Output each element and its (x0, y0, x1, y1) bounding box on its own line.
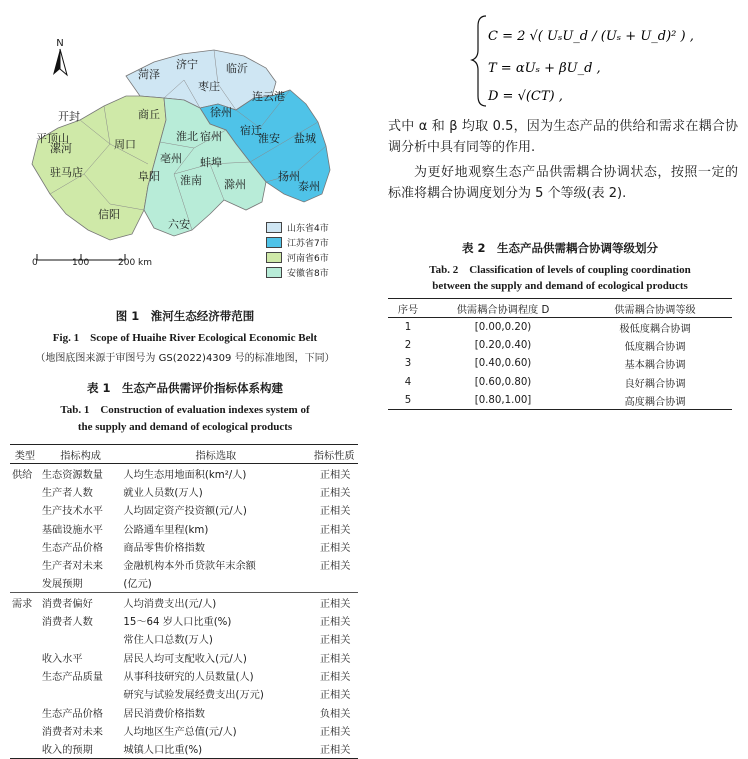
city-label: 盐城 (294, 132, 316, 145)
table-cell: 收入的预期 (40, 739, 122, 758)
table-cell: 商品零售价格指数 (123, 542, 205, 554)
table-cell: 居民消费价格指数 (123, 708, 205, 720)
table-cell (10, 519, 40, 537)
table-cell: [0.60,0.80) (474, 376, 532, 388)
huaihe-map (14, 24, 370, 286)
city-label: 临沂 (226, 62, 248, 75)
table1-body (10, 464, 358, 759)
table2-title-en-1: Tab. 2 Classification of levels of coupling coordination (429, 264, 691, 276)
table-cell: 高度耦合协调 (578, 391, 732, 410)
table-row (10, 464, 358, 483)
table-cell: 生态产品价格 (41, 542, 103, 554)
table-cell: 1 (404, 321, 412, 333)
table-row (388, 391, 732, 410)
table2-title-en-2: between the supply and demand of ecological products (432, 280, 688, 292)
table-row (10, 703, 358, 721)
fig1-note: （地图底图来源于审图号为 GS(2022)4309 号的标准地图，下同） (35, 353, 335, 364)
table-row (10, 685, 358, 703)
city-label: 滁州 (224, 178, 246, 191)
legend-label: 河南省6市 (287, 254, 329, 264)
table-cell: 人均地区生产总值(元/人) (123, 726, 237, 738)
formula-line-1: C = 2 √( UₛU_d / (Uₛ + U_d)² ) , (488, 29, 694, 44)
paragraph-2: 为更好地观察生态产品供需耦合协调状态，按照一定的标准将耦合协调度划分为 5 个等级(表 2). (388, 165, 738, 201)
table-cell: 15～64 岁人口比重(%) (123, 617, 232, 629)
formula-block (470, 10, 694, 110)
table-row (10, 482, 358, 500)
table-row (10, 721, 358, 739)
table-cell (10, 666, 40, 684)
table-cell: 正相关 (319, 524, 351, 536)
table1-header-row (10, 445, 358, 464)
table-row (388, 336, 732, 354)
table-cell: 公路通车里程(km) (123, 524, 209, 536)
table-row (388, 318, 732, 337)
city-label: 连云港 (252, 90, 285, 103)
table-cell (10, 537, 40, 555)
table1-header: 指标构成 (40, 445, 122, 464)
scale-tick: 100 (72, 258, 90, 268)
table-cell: 3 (404, 358, 412, 370)
table-row (388, 373, 732, 391)
formula-line-2: T = αUₛ + βU_d , (488, 61, 601, 76)
table-cell: 正相关 (319, 487, 351, 499)
legend-label: 江苏省7市 (287, 239, 329, 249)
table-cell: 正相关 (310, 739, 358, 758)
table-cell: 生态产品质量 (41, 671, 103, 683)
table-cell: 收入水平 (41, 653, 83, 665)
table-cell: 人均生态用地面积(km²/人) (123, 469, 247, 481)
city-label: 扬州 (278, 170, 300, 183)
city-label: 商丘 (138, 108, 160, 121)
table-cell: 常住人口总数(万人) (123, 635, 213, 647)
table-row (10, 666, 358, 684)
city-label: 菏泽 (138, 68, 160, 81)
table2 (388, 298, 732, 410)
table2-header: 供需耦合协调等级 (578, 299, 732, 318)
legend-item (266, 250, 329, 265)
table-cell: 生产者人数 (41, 487, 93, 499)
table-row (10, 630, 358, 648)
table-cell: 金融机构本外币贷款年末余额 (123, 561, 256, 573)
table-cell (10, 739, 40, 758)
table-cell (40, 685, 122, 703)
table-cell: 4 (404, 376, 412, 388)
table-cell (10, 648, 40, 666)
table-cell (10, 611, 40, 629)
table-cell: 2 (404, 339, 412, 351)
table-cell: 供给 (12, 469, 33, 481)
table1 (10, 444, 358, 759)
table-row (10, 555, 358, 573)
table-cell: 居民人均可支配收入(元/人) (123, 653, 247, 665)
north-arrow-icon (50, 49, 70, 77)
city-label: 信阳 (98, 208, 120, 221)
table-cell: 正相关 (319, 542, 351, 554)
table-cell (10, 685, 40, 703)
legend-swatch (266, 267, 282, 278)
city-label: 淮南 (180, 174, 202, 187)
scale-tick: 200 km (118, 258, 153, 268)
city-label: 周口 (114, 138, 136, 151)
table-cell: 正相关 (319, 506, 351, 518)
table-cell: 生态产品价格 (41, 708, 103, 720)
table-cell: 基础设施水平 (41, 524, 103, 536)
city-label: 宿州 (200, 130, 222, 143)
table-cell: (亿元) (121, 574, 310, 593)
table2-body (388, 318, 732, 410)
table-cell: 消费者人数 (41, 617, 93, 629)
table-cell: 正相关 (319, 726, 351, 738)
table-cell (10, 501, 40, 519)
map-legend (266, 220, 329, 280)
table-cell: 极低度耦合协调 (619, 323, 691, 335)
city-label: 徐州 (210, 106, 232, 119)
table-cell: 消费者对未来 (41, 726, 103, 738)
city-label: 开封 (58, 110, 80, 123)
city-label: 枣庄 (198, 80, 220, 93)
table-cell: 正相关 (319, 469, 351, 481)
table2-header: 序号 (388, 299, 428, 318)
city-label: 阜阳 (138, 170, 160, 183)
legend-item (266, 235, 329, 250)
table-cell: 正相关 (319, 598, 351, 610)
city-label: 泰州 (298, 180, 320, 193)
table-cell (10, 721, 40, 739)
table-cell: 正相关 (319, 617, 351, 629)
legend-label: 山东省4市 (287, 224, 329, 234)
table-cell: [0.00,0.20) (474, 321, 532, 333)
city-label: 驻马店 (50, 166, 83, 179)
table-cell: [0.80,1.00] (428, 391, 578, 410)
table1-header: 指标选取 (121, 445, 310, 464)
legend-item (266, 220, 329, 235)
city-label: 淮北 (176, 130, 198, 143)
table-cell: 需求 (12, 598, 33, 610)
legend-swatch (266, 252, 282, 263)
city-label: 济宁 (176, 58, 198, 71)
table-cell: 人均消费支出(元/人) (123, 598, 217, 610)
table-cell: 研究与试验发展经费支出(万元) (123, 690, 264, 702)
city-label: 六安 (168, 218, 190, 231)
table-cell: 基本耦合协调 (624, 360, 686, 372)
table-cell: 良好耦合协调 (624, 378, 686, 390)
brace-icon (472, 16, 486, 106)
table-cell: 发展预期 (40, 574, 122, 593)
paragraph-1: 式中 α 和 β 均取 0.5，因为生态产品的供给和需求在耦合协调分析中具有同等的作用. (388, 119, 738, 155)
table-cell: 正相关 (319, 561, 351, 573)
formula-line-3: D = √(CT) , (488, 89, 563, 104)
table-cell: 生产者对未来 (41, 561, 103, 573)
table1-header: 类型 (10, 445, 40, 464)
legend-item (266, 265, 329, 280)
table-row (10, 593, 358, 612)
table1-title-cn: 表 1 生态产品供需评价指标体系构建 (86, 381, 283, 395)
table-cell: 正相关 (319, 690, 351, 702)
table-row (10, 648, 358, 666)
scale-tick: 0 (32, 258, 38, 268)
legend-swatch (266, 237, 282, 248)
table-cell: 生态资源数量 (41, 469, 103, 481)
city-label: 淮安 (258, 132, 280, 145)
table-cell: 正相关 (319, 635, 351, 647)
table-row (10, 574, 358, 593)
city-label: 宿迁 (240, 124, 262, 137)
table-cell: [0.20,0.40) (474, 339, 532, 351)
north-arrow (50, 38, 70, 80)
table-cell: 负相关 (319, 708, 351, 720)
table-cell (10, 482, 40, 500)
table-cell (10, 703, 40, 721)
table-cell: 正相关 (319, 671, 351, 683)
table-cell: 5 (388, 391, 428, 410)
table2-header: 供需耦合协调程度 D (428, 299, 578, 318)
table-cell: 生产技术水平 (41, 506, 103, 518)
table2-title-cn: 表 2 生态产品供需耦合协调等级划分 (461, 241, 658, 255)
table-cell: 人均固定资产投资额(元/人) (123, 506, 247, 518)
table2-header-row (388, 299, 732, 318)
table-row (10, 537, 358, 555)
city-label: 亳州 (160, 152, 182, 165)
table-cell (10, 555, 40, 573)
fig1-title-en: Fig. 1 Scope of Huaihe River Ecological Economic Belt (52, 332, 318, 344)
city-label: 蚌埠 (200, 156, 222, 169)
legend-label: 安徽省8市 (287, 269, 329, 279)
table-row (10, 611, 358, 629)
city-label: 平顶山 (36, 132, 69, 145)
table-cell (10, 630, 40, 648)
table1-header: 指标性质 (310, 445, 358, 464)
table-cell (10, 574, 40, 593)
fig1-title-cn: 图 1 淮河生态经济带范围 (115, 309, 255, 323)
table1-title-en-1: Tab. 1 Construction of evaluation indexes system of (60, 404, 310, 416)
table-cell (310, 574, 358, 593)
table-row (388, 355, 732, 373)
table-cell: 从事科技研究的人员数量(人) (123, 671, 254, 683)
table-cell (40, 630, 122, 648)
legend-swatch (266, 222, 282, 233)
table1-title-en-2: the supply and demand of ecological products (77, 421, 293, 433)
table-cell: 正相关 (319, 653, 351, 665)
table-cell: 城镇人口比重(%) (121, 739, 310, 758)
table-row (10, 519, 358, 537)
table-cell: 低度耦合协调 (624, 341, 686, 353)
table-row (10, 501, 358, 519)
table-cell: 就业人员数(万人) (123, 487, 203, 499)
table-cell: [0.40,0.60) (474, 358, 532, 370)
table-row (10, 739, 358, 758)
city-label: 漯河 (50, 142, 72, 155)
north-label: N (56, 38, 64, 49)
table-cell: 消费者偏好 (41, 598, 93, 610)
